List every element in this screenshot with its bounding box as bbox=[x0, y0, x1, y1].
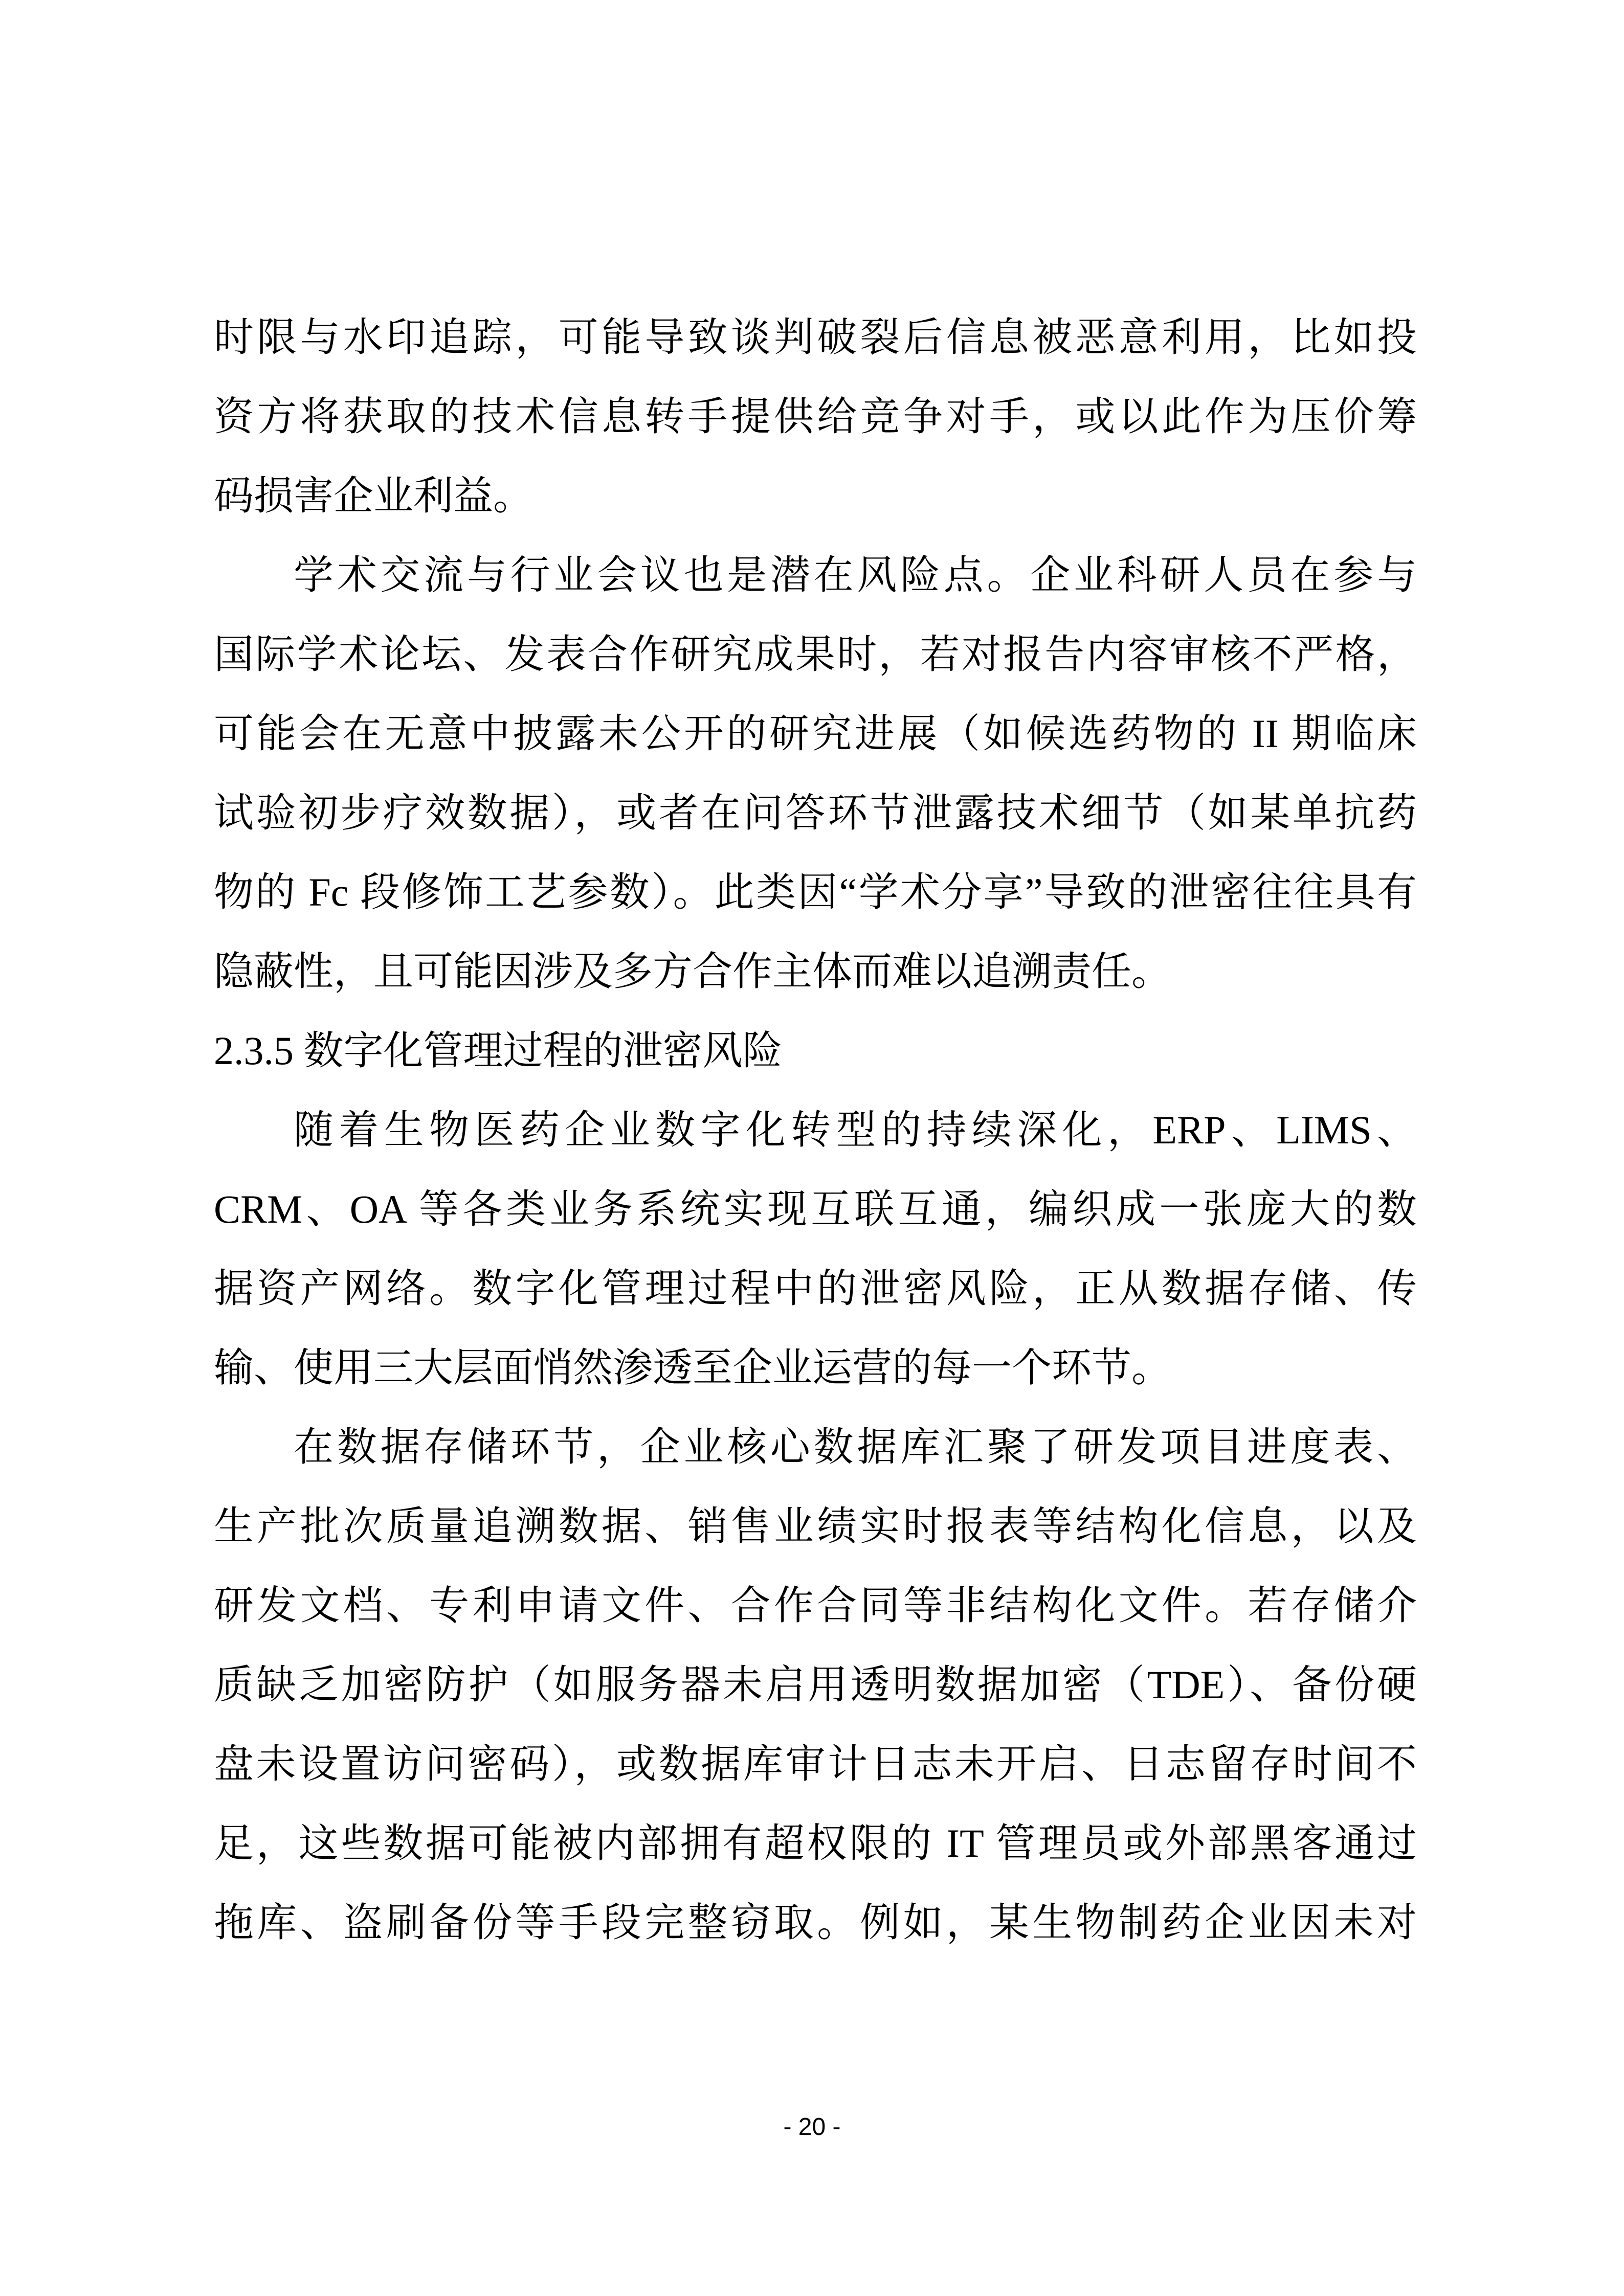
body-line: 随着生物医药企业数字化转型的持续深化，ERP、LIMS、 bbox=[294, 1108, 1417, 1152]
body-line: 足，这些数据可能被内部拥有超权限的 IT 管理员或外部黑客通过 bbox=[214, 1821, 1417, 1865]
body-line: 试验初步疗效数据），或者在问答环节泄露技术细节（如某单抗药 bbox=[214, 791, 1417, 835]
body-line: 学术交流与行业会议也是潜在风险点。企业科研人员在参与 bbox=[294, 553, 1417, 597]
body-line: 资方将获取的技术信息转手提供给竞争对手，或以此作为压价筹 bbox=[214, 394, 1417, 439]
text-block bbox=[214, 298, 1417, 1962]
body-line: 拖库、盗刷备份等手段完整窃取。例如，某生物制药企业因未对 bbox=[214, 1900, 1417, 1945]
body-line: CRM、OA 等各类业务系统实现互联互通，编织成一张庞大的数 bbox=[214, 1187, 1417, 1231]
body-line: 输、使用三大层面悄然渗透至企业运营的每一个环节。 bbox=[214, 1345, 1172, 1390]
body-line: 盘未设置访问密码），或数据库审计日志未开启、日志留存时间不 bbox=[214, 1742, 1417, 1786]
body-line: 据资产网络。数字化管理过程中的泄密风险，正从数据存储、传 bbox=[214, 1266, 1417, 1311]
body-line: 码损害企业利益。 bbox=[214, 474, 533, 518]
body-line: 物的 Fc 段修饰工艺参数）。此类因“学术分享”导致的泄密往往具有 bbox=[214, 870, 1417, 914]
body-line: 隐蔽性，且可能因涉及多方合作主体而难以追溯责任。 bbox=[214, 949, 1172, 994]
body-line: 时限与水印追踪，可能导致谈判破裂后信息被恶意利用，比如投 bbox=[214, 315, 1417, 359]
body-line: 可能会在无意中披露未公开的研究进展（如候选药物的 II 期临床 bbox=[214, 711, 1417, 756]
body-line: 质缺乏加密防护（如服务器未启用透明数据加密（TDE）、备份硬 bbox=[214, 1662, 1417, 1707]
page-number: - 20 - bbox=[783, 2113, 841, 2141]
body-line: 生产批次质量追溯数据、销售业绩实时报表等结构化信息，以及 bbox=[214, 1504, 1417, 1548]
body-line: 在数据存储环节，企业核心数据库汇聚了研发项目进度表、 bbox=[294, 1425, 1417, 1469]
body-line: 国际学术论坛、发表合作研究成果时，若对报告内容审核不严格， bbox=[214, 632, 1417, 677]
body-line: 研发文档、专利申请文件、合作合同等非结构化文件。若存储介 bbox=[214, 1583, 1417, 1628]
section-heading: 2.3.5 数字化管理过程的泄密风险 bbox=[214, 1028, 783, 1073]
